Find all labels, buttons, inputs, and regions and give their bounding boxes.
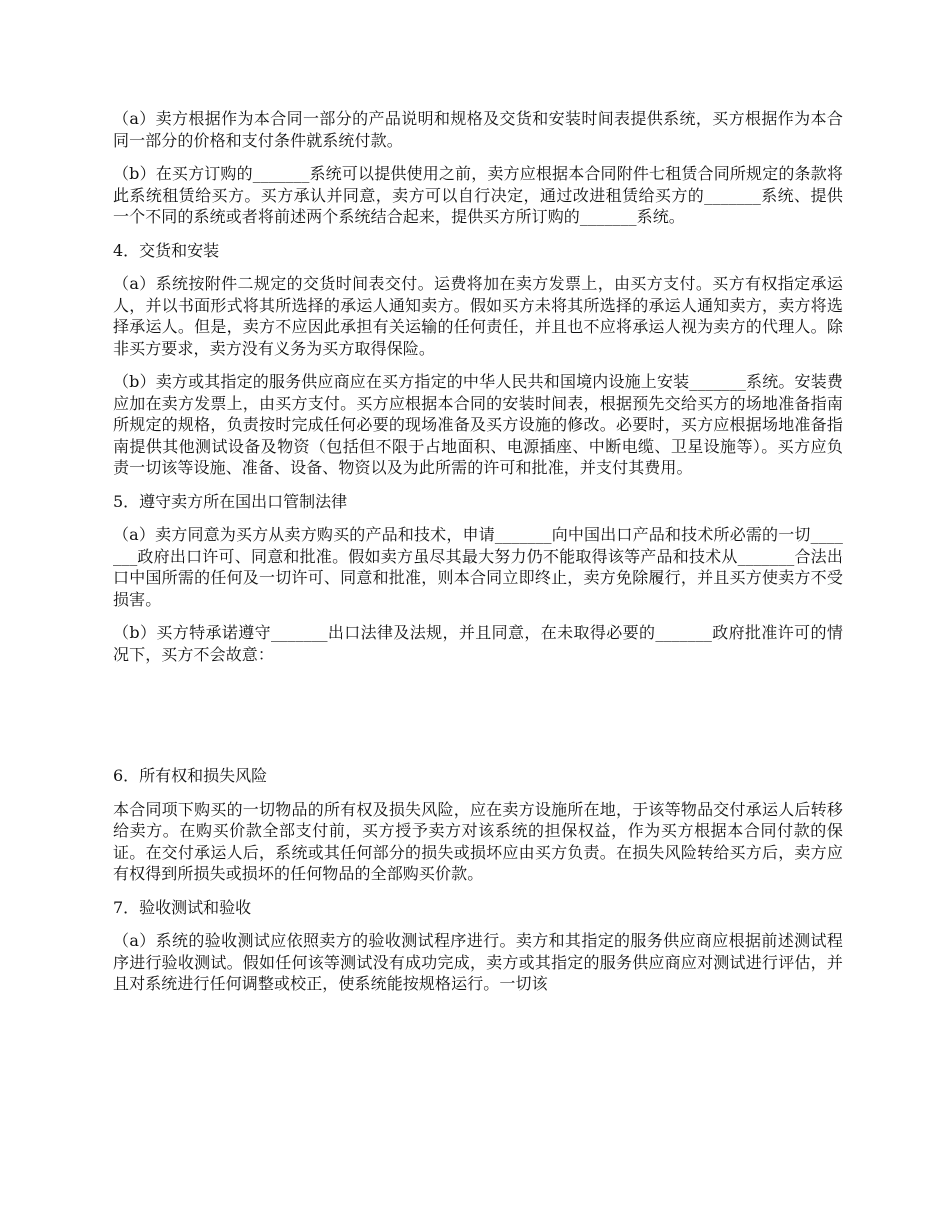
clause-6-body: 本合同项下购买的一切物品的所有权及损失风险，应在卖方设施所在地，于该等物品交付承运人后转移给卖方。在购买价款全部支付前，买方授予卖方对该系统的担保权益，作为买方根据本合同付款的保证。在交付承运人后，系统或其任何部分的损失或损坏应由买方负责。在损失风险转给买方后，卖方应有权得到所损失或损坏的任何物品的全部购买价款。 [113, 799, 843, 883]
section-4-heading: 4．交货和安装 [113, 240, 220, 260]
section-7-heading: 7．验收测试和验收 [113, 897, 252, 917]
clause-3b: （b）在买方订购的_______系统可以提供使用之前，卖方应根据本合同附件七租赁合同所规定的条款将此系统租赁给买方。买方承认并同意，卖方可以自行决定，通过改进租赁给买方的_______系统、提供一个不同的系统或者将前述两个系统结合起来，提供买方所订购的_______系统。 [113, 164, 843, 226]
clause-7a: （a）系统的验收测试应依照卖方的验收测试程序进行。卖方和其指定的服务供应商应根据前述测试程序进行验收测试。假如任何该等测试没有成功完成，卖方或其指定的服务供应商应对测试进行评估，并且对系统进行任何调整或校正，使系统能按规格运行。一切该 [113, 931, 843, 993]
document-page [113, 108, 843, 1007]
clause-4a: （a）系统按附件二规定的交货时间表交付。运费将加在卖方发票上，由买方支付。买方有权指定承运人，并以书面形式将其所选择的承运人通知卖方。假如买方未将其所选择的承运人通知卖方，卖方将选择承运人。但是，卖方不应因此承担有关运输的任何责任，并且也不应将承运人视为卖方的代理人。除非买方要求，卖方没有义务为买方取得保险。 [113, 274, 843, 358]
clause-5b: （b）买方特承诺遵守_______出口法律及法规，并且同意，在未取得必要的_______政府批准许可的情况下，买方不会故意： [113, 623, 843, 664]
section-5-heading: 5．遵守卖方所在国出口管制法律 [113, 491, 348, 511]
clause-3a: （a）卖方根据作为本合同一部分的产品说明和规格及交货和安装时间表提供系统，买方根据作为本合同一部分的价格和支付条件就系统付款。 [113, 109, 843, 150]
section-6-heading: 6．所有权和损失风险 [113, 766, 268, 785]
clause-5a: （a）卖方同意为买方从卖方购买的产品和技术，申请_______向中国出口产品和技术所必需的一切_______政府出口许可、同意和批准。假如卖方虽尽其最大努力仍不能取得该等产品和技术从_______合法出口中国所需的任何及一切许可、同意和批准，则本合同立即终止，卖方免除履行，并且买方使卖方不受损害。 [113, 525, 843, 609]
clause-4b: （b）卖方或其指定的服务供应商应在买方指定的中华人民共和国境内设施上安装_______系统。安装费应加在卖方发票上，由买方支付。买方应根据本合同的安装时间表，根据预先交给买方的场地准备指南所规定的规格，负责按时完成任何必要的现场准备及买方设施的修改。必要时，买方应根据场地准备指南提供其他测试设备及物资（包括但不限于占地面积、电源插座、中断电缆、卫星设施等）。买方应负责一切该等设施、准备、设备、物资以及为此所需的许可和批准，并支付其费用。 [113, 372, 843, 477]
blank-space [113, 677, 843, 765]
